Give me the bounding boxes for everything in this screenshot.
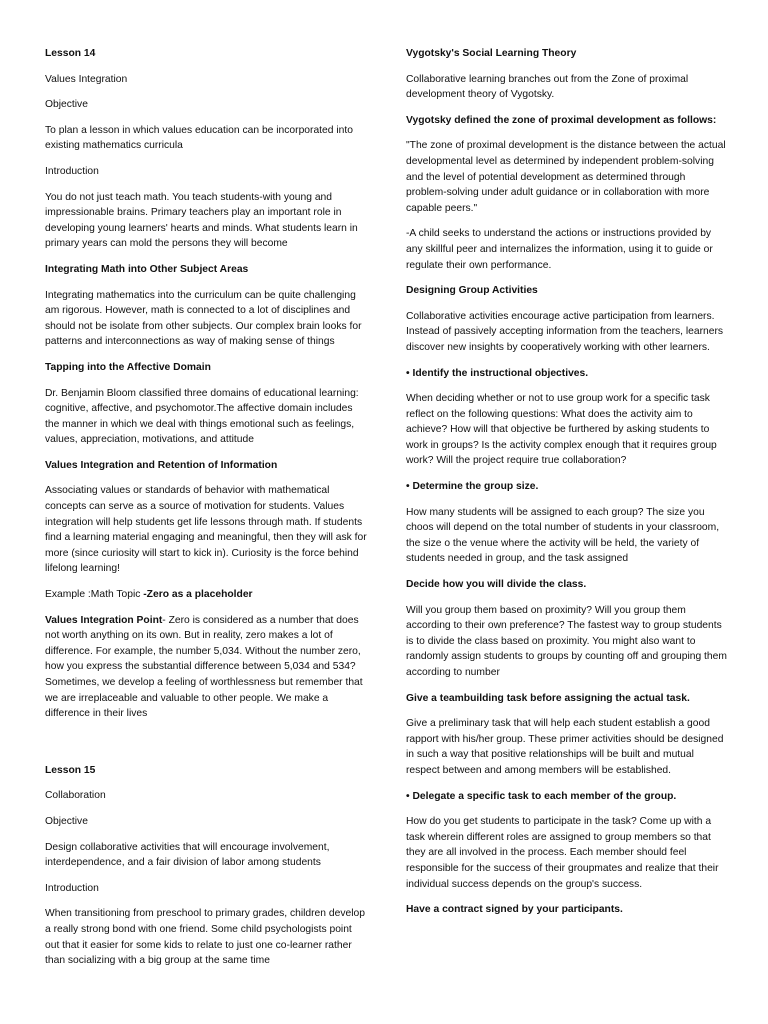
right-column: [406, 46, 728, 928]
vygotsky-theory-heading: Vygotsky's Social Learning Theory: [406, 48, 577, 59]
left-column: [45, 46, 367, 979]
example-topic: -Zero as a placeholder: [143, 589, 253, 601]
identify-objectives-text: When deciding whether or not to use group work for a specific task reflect on the following questions: What does the activity aim to achieve? How will that objective be furthered by asking students to work in groups? Is the activity complex enough that it requires group work? Will the project require true collaboration?: [406, 393, 717, 467]
delegate-task-heading: • Delegate a specific task to each member of the group.: [406, 790, 677, 802]
integrating-math-text: Integrating mathematics into the curriculum can be quite challenging am rigorous. However, math is connected to a lot of disciplines and should not be isolate from other subjects. Our complex brain looks for patterns and interconnections as way of making sense of things: [45, 289, 362, 348]
lesson-15-introduction-text: When transitioning from preschool to primary grades, children develop a really strong bond with one friend. Some child psychologists point out that it easier for some kids to relate to just one co-learner rather than socializing with a big group at the same time: [45, 908, 365, 967]
values-retention-heading: Values Integration and Retention of Information: [45, 459, 278, 471]
designing-group-activities-text: Collaborative activities encourage active participation from learners. Instead of passively accepting information from the teachers, learners discover new insights by cooperatively working with other learners.: [406, 310, 724, 353]
lesson-15-objective-heading: Objective: [45, 815, 88, 827]
divide-class-text: Will you group them based on proximity? Will you group them according to their own preference? The fastest way to group students is to divide the class based on proximity. You might also want to randomly assign students to groups by counting off and grouping them according to number: [406, 604, 727, 678]
lesson-15-introduction-heading: Introduction: [45, 882, 99, 894]
zpd-definition-heading: Vygotsky defined the zone of proximal development as follows:: [406, 114, 717, 126]
lesson-14-topic: Values Integration: [45, 73, 128, 85]
lesson-14-objective-text: To plan a lesson in which values education can be incorporated into existing mathematics curricula: [45, 124, 353, 152]
lesson-15-objective-text: Design collaborative activities that will encourage involvement, interdependence, and a fair division of labor among students: [45, 841, 330, 869]
group-size-text: How many students will be assigned to each group? The size you choos will depend on the total number of students in your classroom, the size o the venue where the activity will be held, the variety of students needed in group, and the task assigned: [406, 506, 720, 565]
contract-heading: Have a contract signed by your participants.: [406, 904, 623, 916]
lesson-14-introduction-heading: Introduction: [45, 165, 99, 177]
values-integration-point: [45, 613, 367, 722]
lesson-14-introduction-text: You do not just teach math. You teach students-with young and impressionable brains. Primary teachers play an important role in developing young learners' hearts and minds. What students learn in primary years can mold the persons they will become: [45, 191, 358, 250]
divide-class-heading: Decide how you will divide the class.: [406, 579, 587, 591]
example-line: [45, 587, 367, 603]
values-retention-text: Associating values or standards of behavior with mathematical concepts can serve as a source of motivation for students. Values integration will help students get life lessons through math. If students find a learning material engaging and meaningful, then they will ask for more (since curiosity will start to kick in). Curiosity is the force behind lifelong learning!: [45, 485, 367, 575]
designing-group-activities-heading: Designing Group Activities: [406, 285, 538, 297]
example-label: Example :Math Topic: [45, 589, 144, 601]
section-gap: [45, 732, 367, 763]
lesson-15-topic: Collaboration: [45, 790, 106, 802]
identify-objectives-heading: • Identify the instructional objectives.: [406, 367, 589, 379]
lesson-14-objective-heading: Objective: [45, 99, 88, 111]
vygotsky-theory-text: Collaborative learning branches out from the Zone of proximal development theory of Vygotsky.: [406, 73, 689, 101]
lesson-15-title: Lesson 15: [45, 764, 96, 776]
values-integration-point-label: Values Integration Point: [45, 614, 163, 626]
zpd-quote: "The zone of proximal development is the distance between the actual developmental level as determined by independent problem-solving and the level of potential development as determined through problem-solving under adult guidance or in collaboration with more capable peers.": [406, 140, 726, 214]
teambuilding-text: Give a preliminary task that will help each student establish a good rapport with his/her group. These primer activities should be designed in such a way that positive relationships will be built and mutual respect between and among members will be established.: [406, 718, 724, 776]
values-integration-point-text: - Zero is considered as a number that does not worth anything on its own. But in reality, zero makes a lot of difference. For example, the number 5,034. Without the number zero, how you express the substantial difference between 5,034 and 534? Sometimes, we develop a feeling of worthlessness but remember that we are irreplaceable and valuable to other people. We make a difference in their lives: [45, 614, 363, 720]
lesson-14-title: Lesson 14: [45, 48, 96, 59]
group-size-heading: • Determine the group size.: [406, 481, 539, 493]
delegate-task-text: How do you get students to participate in the task? Come up with a task wherein different roles are assigned to group members so that they are all involved in the process. Each member should feel responsible for the success of their groupmates and realize that their individual success depends on the group's success.: [406, 816, 719, 890]
teambuilding-heading: Give a teambuilding task before assigning the actual task.: [406, 692, 690, 704]
child-learning-text: -A child seeks to understand the actions or instructions provided by any skillful peer and internalizes the information, using it to guide or regulate their own performance.: [406, 228, 713, 271]
affective-domain-heading: Tapping into the Affective Domain: [45, 361, 211, 373]
integrating-math-heading: Integrating Math into Other Subject Areas: [45, 263, 249, 275]
affective-domain-text: Dr. Benjamin Bloom classified three domains of educational learning: cognitive, affective, and psychomotor.The affective domain includes the manner in which we deal with things emotional such as feelings, values, appreciation, motivations, and attitude: [45, 387, 359, 446]
